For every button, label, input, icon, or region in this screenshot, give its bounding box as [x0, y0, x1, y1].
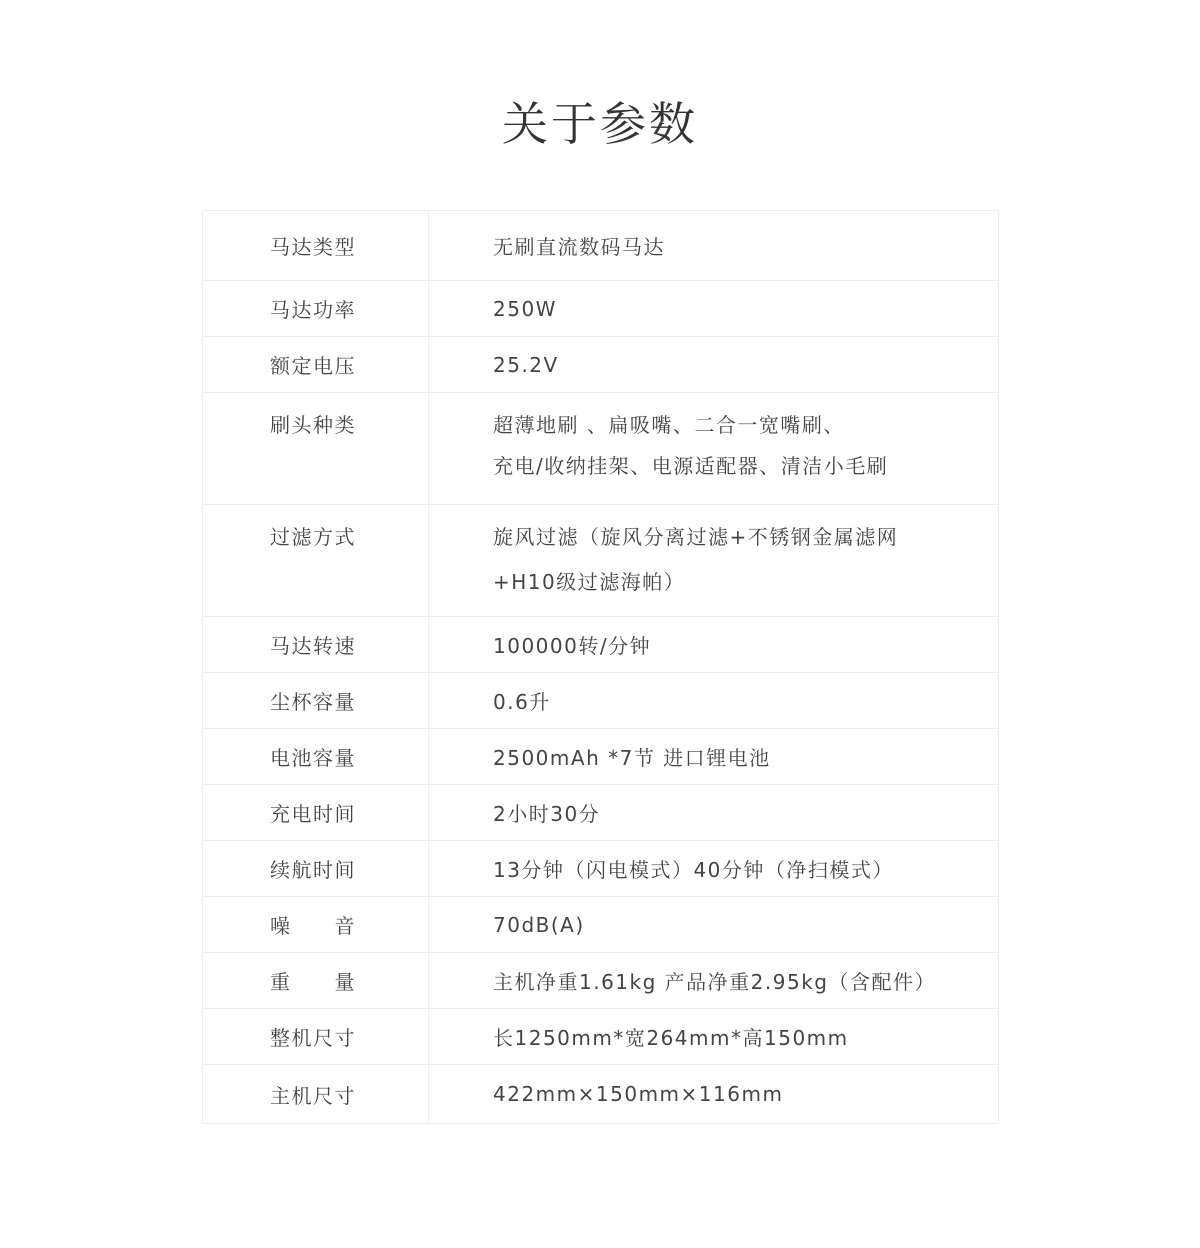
- spec-value-line: 2500mAh *7节 进口锂电池: [493, 746, 771, 770]
- spec-value: [429, 785, 998, 840]
- spec-label: 马达功率: [203, 281, 429, 336]
- spec-table: [202, 210, 999, 1124]
- spec-value-line: 无刷直流数码马达: [493, 235, 665, 259]
- spec-value: [429, 505, 998, 616]
- spec-label: 充电时间: [203, 785, 429, 840]
- spec-value-line: 旋风过滤（旋风分离过滤+不锈钢金属滤网: [493, 525, 899, 549]
- spec-value: [429, 617, 998, 672]
- spec-value-line: 0.6升: [493, 690, 551, 714]
- spec-label: 马达转速: [203, 617, 429, 672]
- spec-value: [429, 953, 998, 1008]
- spec-row-dust-capacity: [203, 673, 998, 729]
- spec-label: 过滤方式: [203, 505, 429, 616]
- spec-row-weight: [203, 953, 998, 1009]
- spec-value-line: 充电/收纳挂架、电源适配器、清洁小毛刷: [493, 454, 889, 478]
- spec-value: [429, 897, 998, 952]
- spec-value-line: 250W: [493, 296, 557, 321]
- spec-row-noise: [203, 897, 998, 953]
- spec-value-line: 2小时30分: [493, 802, 601, 826]
- spec-value-line: 13分钟（闪电模式）40分钟（净扫模式）: [493, 858, 894, 882]
- spec-value: [429, 841, 998, 896]
- spec-row-motor-power: [203, 281, 998, 337]
- spec-row-motor-type: [203, 211, 998, 281]
- spec-value-line: 超薄地刷 、扁吸嘴、二合一宽嘴刷、: [493, 413, 845, 437]
- spec-label: 续航时间: [203, 841, 429, 896]
- spec-value-line: 100000转/分钟: [493, 634, 652, 658]
- spec-label: 重 量: [203, 953, 429, 1008]
- spec-row-rated-voltage: [203, 337, 998, 393]
- spec-value: [429, 673, 998, 728]
- spec-value-line: +H10级过滤海帕）: [493, 570, 686, 594]
- spec-row-battery-capacity: [203, 729, 998, 785]
- spec-row-runtime: [203, 841, 998, 897]
- spec-value: [429, 281, 998, 336]
- spec-label: 整机尺寸: [203, 1009, 429, 1064]
- spec-label: 刷头种类: [203, 393, 429, 504]
- spec-row-brush-types: [203, 393, 998, 505]
- spec-value: [429, 1009, 998, 1064]
- spec-label: 额定电压: [203, 337, 429, 392]
- spec-value-line: 70dB(A): [493, 912, 585, 937]
- spec-label: 主机尺寸: [203, 1065, 429, 1123]
- spec-value: [429, 393, 998, 504]
- spec-row-main-unit-size: [203, 1065, 998, 1123]
- spec-row-filtration: [203, 505, 998, 617]
- spec-value: [429, 211, 998, 280]
- spec-value-line: 25.2V: [493, 352, 559, 377]
- spec-label: 噪 音: [203, 897, 429, 952]
- spec-row-motor-speed: [203, 617, 998, 673]
- spec-value: [429, 337, 998, 392]
- spec-label: 尘杯容量: [203, 673, 429, 728]
- spec-label: 马达类型: [203, 211, 429, 280]
- spec-value-line: 长1250mm*宽264mm*高150mm: [493, 1026, 849, 1050]
- page-title: 关于参数: [502, 97, 698, 151]
- spec-value-line: 主机净重1.61kg 产品净重2.95kg（含配件）: [493, 970, 936, 994]
- spec-row-charge-time: [203, 785, 998, 841]
- spec-value: [429, 1065, 998, 1123]
- spec-value: [429, 729, 998, 784]
- spec-label: 电池容量: [203, 729, 429, 784]
- spec-value-line: 422mm×150mm×116mm: [493, 1082, 784, 1106]
- spec-row-overall-size: [203, 1009, 998, 1065]
